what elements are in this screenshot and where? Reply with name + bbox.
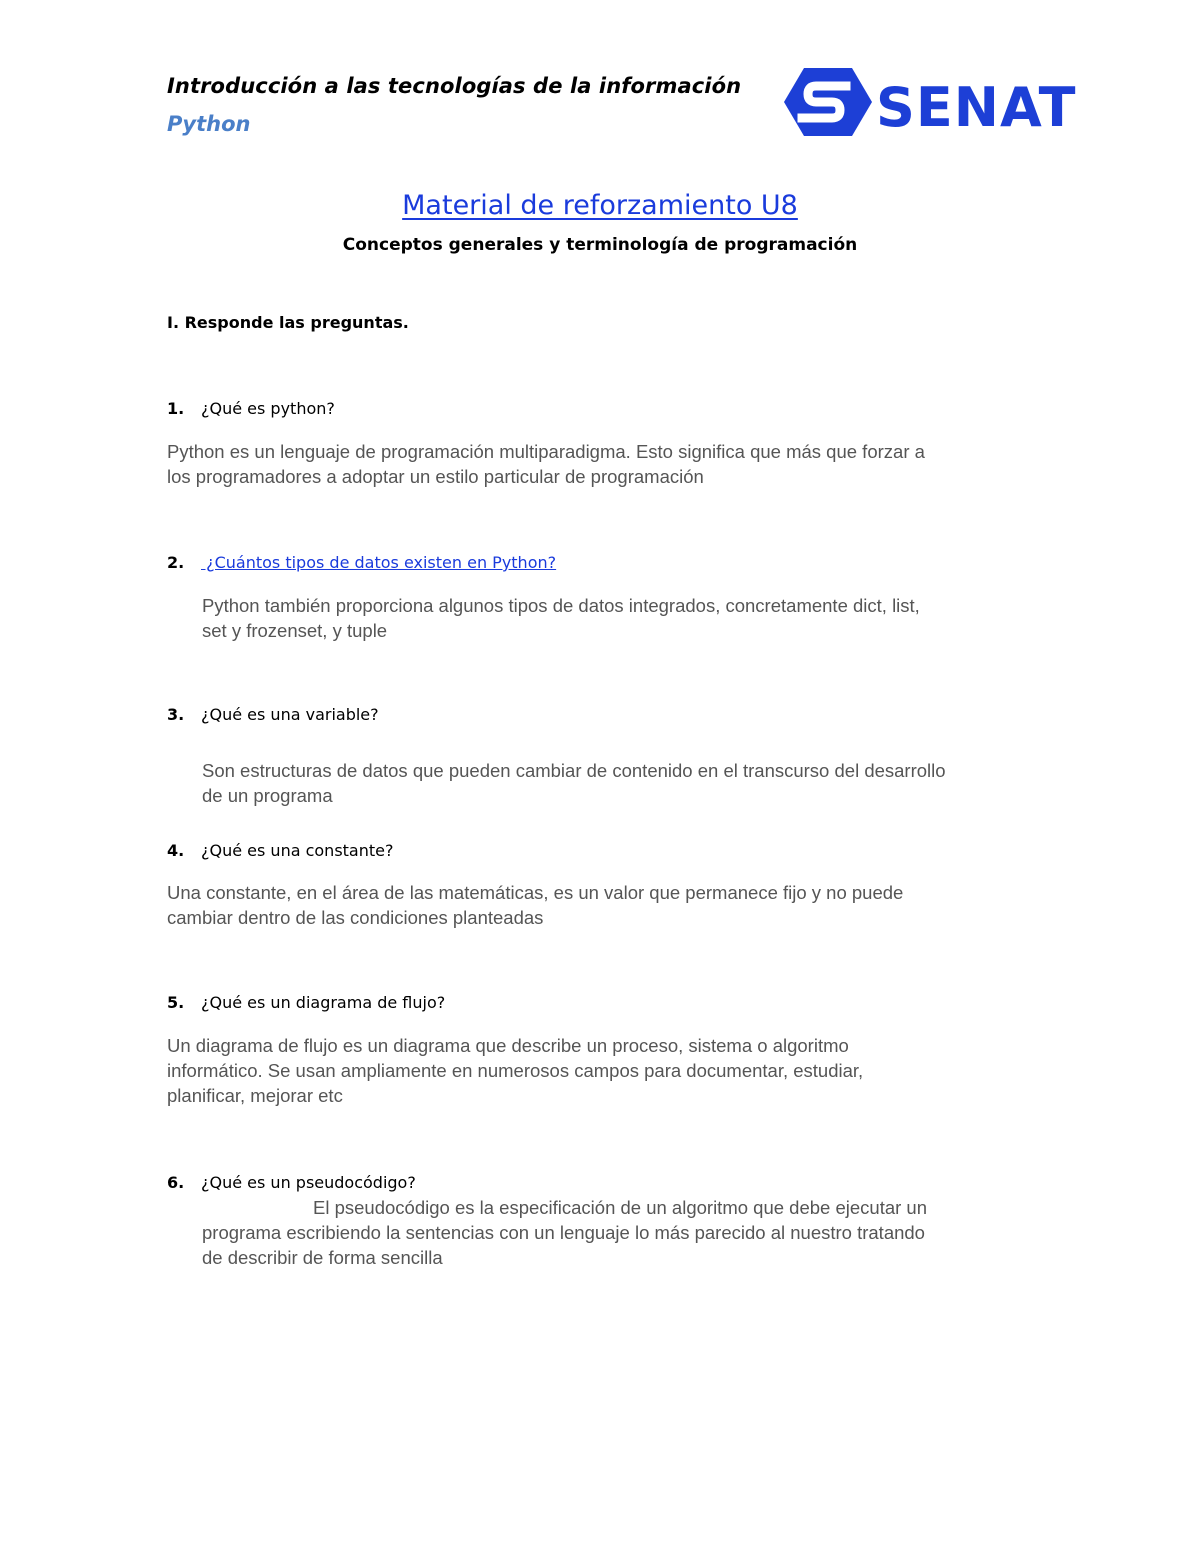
question-6	[167, 1173, 416, 1192]
answer-line: de un programa	[202, 785, 333, 806]
answer-6	[202, 1195, 927, 1270]
document-title[interactable]: Material de reforzamiento U8	[402, 190, 798, 221]
course-subtitle: Python	[167, 112, 251, 136]
question-number: 3.	[167, 705, 185, 724]
question-number: 4.	[167, 841, 185, 860]
answer-line: set y frozenset, y tuple	[202, 620, 388, 641]
answer-4	[167, 880, 903, 930]
question-text: ¿Qué es un diagrama de flujo?	[201, 993, 446, 1012]
question-1	[167, 399, 335, 418]
answer-line: planificar, mejorar etc	[167, 1085, 343, 1106]
answer-3	[202, 758, 946, 808]
question-number: 2.	[167, 553, 185, 572]
answer-line: cambiar dentro de las condiciones planteadas	[167, 907, 544, 928]
section-heading: I. Responde las preguntas.	[167, 313, 409, 332]
question-number: 6.	[167, 1173, 185, 1192]
question-2[interactable]	[167, 553, 556, 572]
answer-line: Python también proporciona algunos tipos de datos integrados, concretamente dict, list,	[202, 595, 920, 616]
answer-line: Una constante, en el área de las matemáticas, es un valor que permanece fijo y no puede	[167, 882, 904, 903]
question-link[interactable]: ¿Cuántos tipos de datos existen en Python?	[201, 553, 557, 572]
question-number: 5.	[167, 993, 185, 1012]
question-text: ¿Qué es un pseudocódigo?	[201, 1173, 416, 1192]
answer-2	[202, 593, 920, 643]
answer-1	[167, 439, 925, 489]
answer-line: Un diagrama de flujo es un diagrama que describe un proceso, sistema o algoritmo	[167, 1035, 849, 1056]
question-text: ¿Qué es python?	[201, 399, 335, 418]
answer-5	[167, 1033, 863, 1108]
question-3	[167, 705, 379, 724]
answer-line: de describir de forma sencilla	[202, 1247, 443, 1268]
logo-wordmark: SENATI	[876, 76, 1080, 139]
document-subtitle: Conceptos generales y terminología de programación	[342, 235, 858, 255]
answer-line: programa escribiendo la sentencias con un lenguaje lo más parecido al nuestro tratando	[202, 1222, 925, 1243]
question-4	[167, 841, 393, 860]
answer-line: Son estructuras de datos que pueden cambiar de contenido en el transcurso del desarrollo	[202, 760, 946, 781]
course-title: Introducción a las tecnologías de la información	[167, 74, 742, 98]
question-number: 1.	[167, 399, 185, 418]
answer-line: Python es un lenguaje de programación multiparadigma. Esto significa que más que forzar a	[167, 441, 925, 462]
answer-line: El pseudocódigo es la especificación de un algoritmo que debe ejecutar un	[313, 1197, 927, 1218]
question-text: ¿Qué es una variable?	[201, 705, 379, 724]
answer-line: los programadores a adoptar un estilo particular de programación	[167, 466, 704, 487]
question-5	[167, 993, 445, 1012]
answer-line: informático. Se usan ampliamente en numerosos campos para documentar, estudiar,	[167, 1060, 864, 1081]
senati-logo	[780, 60, 1080, 150]
question-text: ¿Qué es una constante?	[201, 841, 394, 860]
